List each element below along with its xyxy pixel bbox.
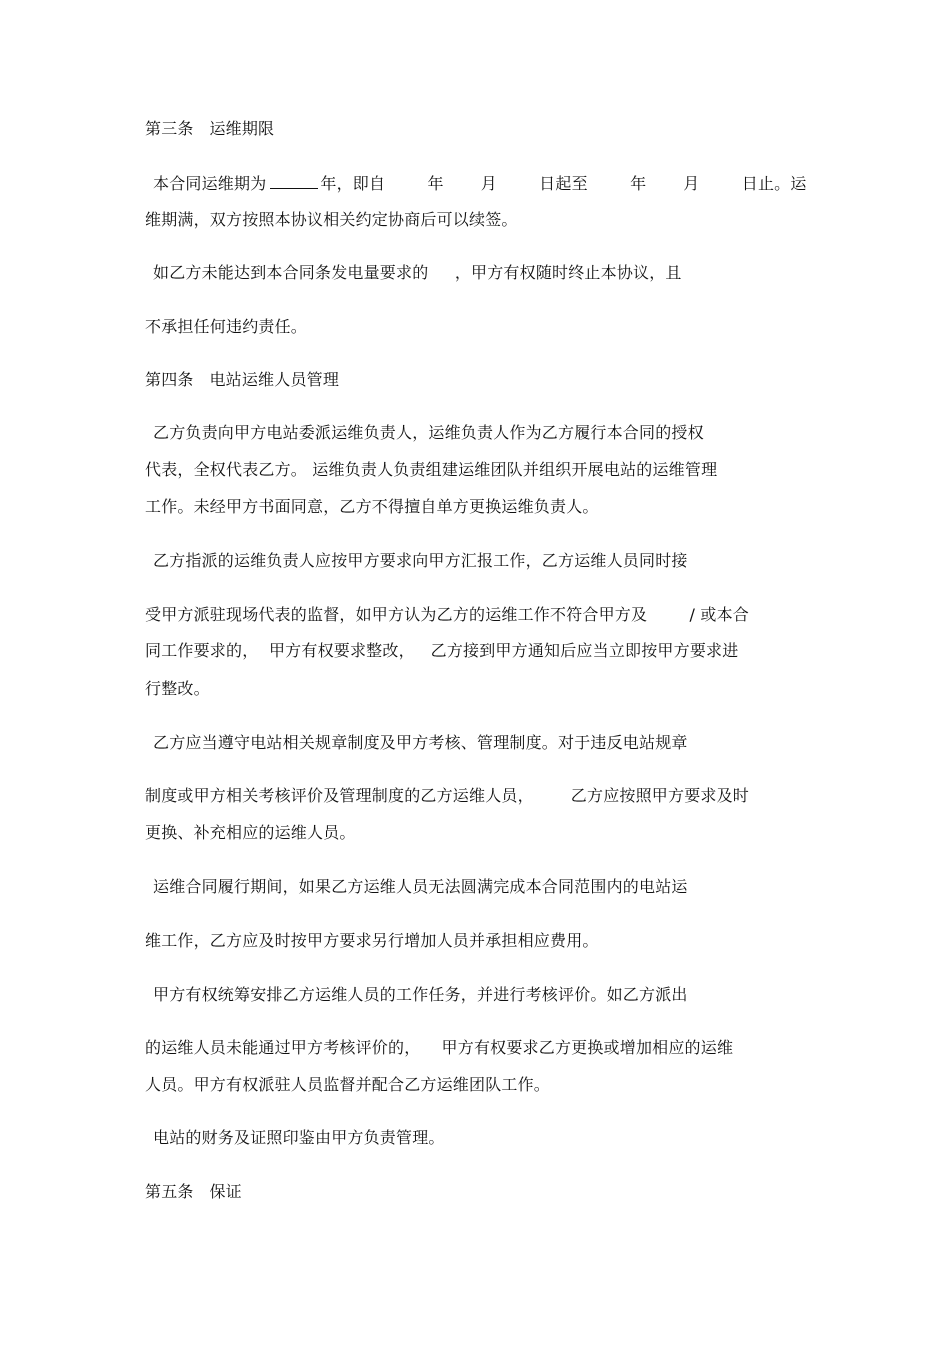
paragraph-line: 受甲方派驻现场代表的监督，如甲方认为乙方的运维工作不符合甲方及 / 或本合 <box>145 605 749 624</box>
paragraph-line: 乙方负责向甲方电站委派运维负责人，运维负责人作为乙方履行本合同的授权 <box>153 423 704 442</box>
text-segment: 年，即自 年 月 日起至 年 月 日止。运 <box>320 174 807 193</box>
paragraph-line: 人员。甲方有权派驻人员监督并配合乙方运维团队工作。 <box>145 1075 551 1094</box>
paragraph-line <box>153 173 807 194</box>
paragraph-line: 代表，全权代表乙方。 运维负责人负责组建运维团队并组织开展电站的运维管理 <box>145 460 718 479</box>
paragraph-line: 维工作，乙方应及时按甲方要求另行增加人员并承担相应费用。 <box>145 931 599 950</box>
paragraph-line: 乙方应当遵守电站相关规章制度及甲方考核、管理制度。对于违反电站规章 <box>153 733 688 752</box>
article-5-heading: 第五条 保证 <box>145 1182 242 1201</box>
paragraph-line: 甲方有权统筹安排乙方运维人员的工作任务，并进行考核评价。如乙方派出 <box>153 985 688 1004</box>
paragraph-line: 制度或甲方相关考核评价及管理制度的乙方运维人员， 乙方应按照甲方要求及时 <box>145 786 750 805</box>
fill-in-blank <box>270 173 318 189</box>
paragraph-line: 行整改。 <box>145 679 210 698</box>
paragraph-line: 更换、补充相应的运维人员。 <box>145 823 356 842</box>
paragraph-line: 工作。未经甲方书面同意，乙方不得擅自单方更换运维负责人。 <box>145 497 599 516</box>
paragraph-line: 乙方指派的运维负责人应按甲方要求向甲方汇报工作，乙方运维人员同时接 <box>153 551 688 570</box>
paragraph-line: 电站的财务及证照印鉴由甲方负责管理。 <box>153 1128 445 1147</box>
paragraph-line: 的运维人员未能通过甲方考核评价的， 甲方有权要求乙方更换或增加相应的运维 <box>145 1038 734 1057</box>
paragraph-line: 不承担任何违约责任。 <box>145 317 308 336</box>
article-4-heading: 第四条 电站运维人员管理 <box>145 370 340 389</box>
paragraph-line: 如乙方未能达到本合同条发电量要求的 ，甲方有权随时终止本协议，且 <box>153 263 682 282</box>
paragraph-line: 同工作要求的， 甲方有权要求整改， 乙方接到甲方通知后应当立即按甲方要求进 <box>145 641 739 660</box>
text-segment: 本合同运维期为 <box>153 174 267 193</box>
paragraph-line: 运维合同履行期间，如果乙方运维人员无法圆满完成本合同范围内的电站运 <box>153 877 688 896</box>
article-3-heading: 第三条 运维期限 <box>145 119 275 138</box>
paragraph-line: 维期满，双方按照本协议相关约定协商后可以续签。 <box>145 210 518 229</box>
